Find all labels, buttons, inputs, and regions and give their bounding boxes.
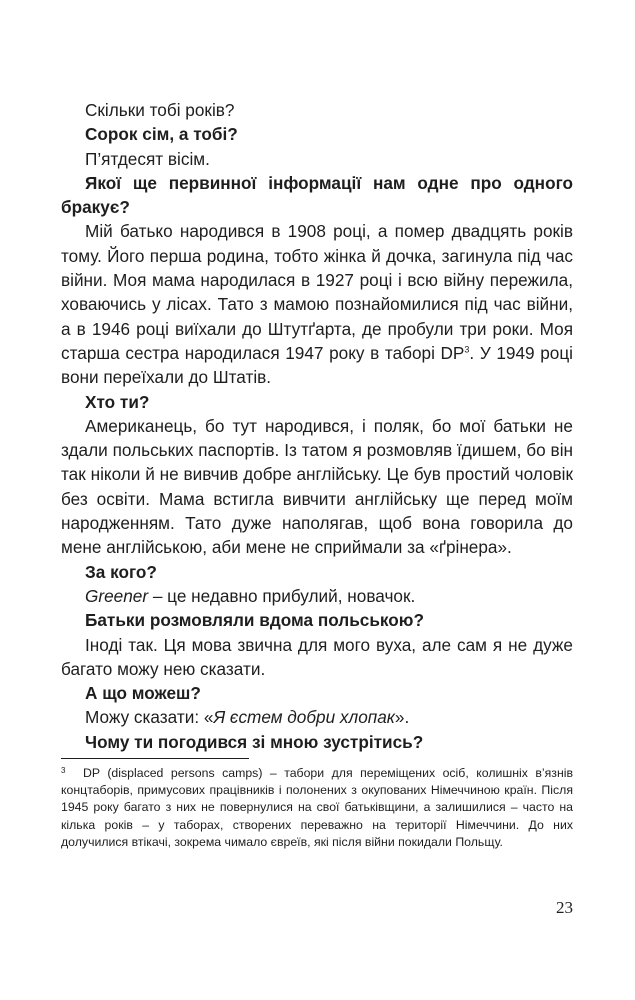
- italic-term: Greener: [85, 585, 149, 606]
- paragraph-answer: Американець, бо тут народився, і поляк, бо мої батьки не здали польських паспортів. Із татом я розмовляв їдишем, бо він так ніколи й не вивчив добре англійську. Це був простий чоловік без освіти. Мама встигла вивчити англійську ще перед моїм народженням. Тато дуже наполягав, щоб вона говорила до мене англійською, аби мене не сприймали за «ґрінера».: [61, 415, 573, 558]
- paragraph-question: А що можеш?: [85, 683, 201, 704]
- paragraph-text: ».: [394, 707, 410, 728]
- footnote-paragraph: [61, 765, 573, 851]
- paragraph-question: Чому ти погодився зі мною зустрітись?: [85, 731, 424, 752]
- paragraph-text: Можу сказати: «: [85, 707, 214, 728]
- paragraph-answer: [61, 584, 573, 608]
- footnote-divider: [61, 758, 249, 759]
- paragraph-answer: П’ятдесят вісім.: [85, 148, 210, 169]
- paragraph-question: Батьки розмовляли вдома польською?: [85, 610, 424, 631]
- paragraph-answer: [61, 705, 573, 729]
- italic-quote: Я єстем добри хлопак: [213, 707, 395, 728]
- main-text: [61, 98, 573, 754]
- paragraph-question: Сорок сім, а тобі?: [85, 124, 238, 145]
- paragraph-question: Якої ще первинної інформації нам одне про одного бракує?: [61, 172, 573, 218]
- footnote-marker: 3: [61, 766, 66, 775]
- paragraph-answer: Іноді так. Ця мова звична для мого вуха, але сам я не дуже багато можу нею сказати.: [61, 634, 573, 679]
- paragraph-text: . У 1949 році вони переїхали до Штатів.: [61, 342, 573, 388]
- footnote: [61, 765, 573, 851]
- page-number: 23: [556, 898, 573, 917]
- paragraph-text: – це недавно прибулий, новачок.: [148, 585, 416, 606]
- paragraph-text: Мій батько народився в 1908 році, а помер двадцять років тому. Його перша родина, тобто жінка й дочка, загинула під час війни. Моя мама народилася в 1927 році і всю війну пережила, ховаючись у лісах. Тато з мамою познайомилися під час війни, а в 1946 році виїхали до Штутґарта, де пробули три роки. Моя старша сестра народилася 1947 року в таборі DP: [61, 221, 573, 363]
- paragraph-question: За кого?: [85, 561, 157, 582]
- footnote-reference[interactable]: 3: [464, 344, 470, 355]
- footnote-text: DP (displaced persons camps) – табори для переміщених осіб, колишніх в’язнів концтаборів, примусових працівників і полонених з окупованих Німеччиною країн. Після 1945 року багато з них не повернулися на свої батьківщини, а залишилися – часто на кілька років – у таборах, створених переважно на території Німеччини. До них долучилися втікачі, зокрема чимало євреїв, які після війни покидали Польщу.: [61, 766, 573, 849]
- paragraph-answer: Скільки тобі років?: [85, 100, 235, 120]
- paragraph-question: Хто ти?: [85, 391, 150, 412]
- paragraph-answer: [61, 219, 573, 389]
